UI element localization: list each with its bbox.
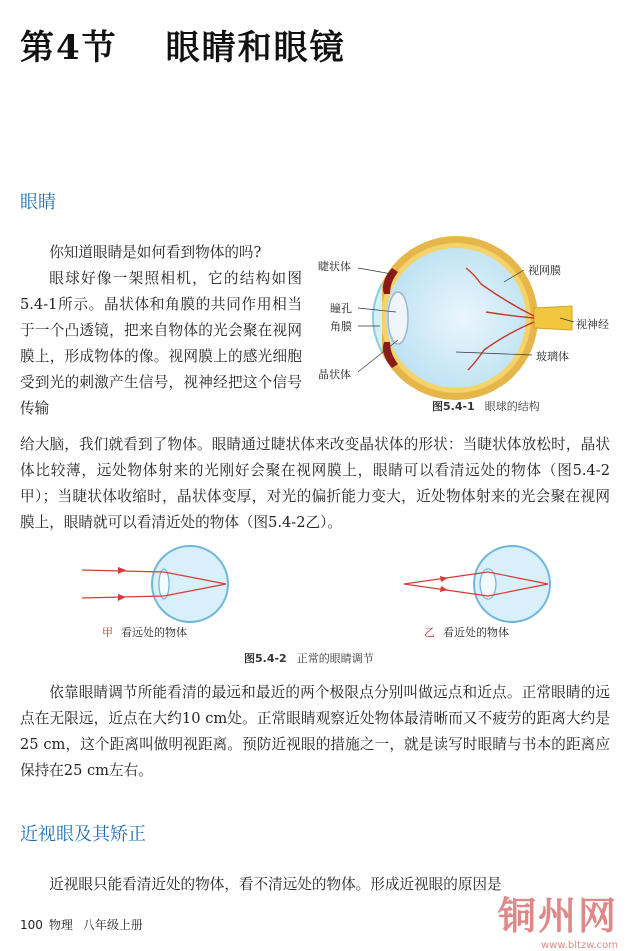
subfigure-a-mark: 甲 [102,626,113,639]
subfigure-b-mark: 乙 [424,626,435,639]
cornea-shape [373,284,382,352]
book-subject: 物理 [48,918,73,932]
section-title: 眼睛和眼镜 [165,28,346,68]
subfigure-a-label [102,624,187,640]
intro-paragraphs [20,240,302,422]
eye-a-lens [159,569,169,599]
subfigure-a-text: 看远处的物体 [121,626,187,639]
accommodation-diagram [0,540,630,630]
chapter-title [20,20,346,69]
arrow-a-2 [118,594,126,601]
label-ciliary: 睫状体 [318,260,351,273]
figure2-caption-text: 正常的眼睛调节 [296,652,374,665]
figure1-number: 图5.4-1 [432,400,475,413]
book-grade: 八年级上册 [82,918,143,932]
section-heading-eye: 眼睛 [20,192,56,213]
leader-ciliary [358,268,392,274]
watermark-url: www.bltzw.com [541,940,618,951]
subfigure-b-label [424,624,509,640]
paragraph-accommodation: 给大脑，我们就看到了物体。眼睛通过睫状体来改变晶状体的形状：当睫状体放松时，晶状体比较薄，远处物体射来的光刚好会聚在视网膜上，眼睛可以看清远处的物体（图5.4-2甲）；当睫状体收缩时，晶状体变厚，对光的偏折能力变大，近处物体射来的光会聚在视网膜上，眼睛就可以看清近处的物体（图5.4-2乙）。 [20,436,610,531]
label-cornea: 角膜 [330,320,352,333]
page-number: 100 [20,918,43,932]
watermark-text: 铜州网 [497,894,618,938]
subfigure-b-text: 看近处的物体 [443,626,509,639]
figure-eye-structure [306,222,628,422]
figure1-caption [432,398,540,414]
page-footer [20,916,143,933]
label-pupil: 瞳孔 [330,302,352,315]
paragraph-myopia: 近视眼只能看清近处的物体，看不清远处的物体。形成近视眼的原因是 [49,876,502,893]
optic-nerve-shape [534,306,572,330]
arrow-b-2 [440,586,448,592]
site-watermark [498,885,618,951]
figure2-caption [244,650,374,666]
label-vitreous: 玻璃体 [536,350,569,363]
arrow-b-1 [440,576,448,582]
paragraph-question: 你知道眼睛是如何看到物体的吗? [49,244,262,261]
label-optic-nerve: 视神经 [576,318,609,331]
section-heading-myopia: 近视眼及其矫正 [20,824,146,845]
paragraph-near-far-point: 依靠眼睛调节所能看清的最远和最近的两个极限点分别叫做远点和近点。正常眼睛的远点在无限远，近点在大约10 cm处。正常眼睛观察近处物体最清晰而又不疲劳的距离大约是25 cm，这个距离叫做明视距离。预防近视眼的措施之一，就是读写时眼睛与书本的距离应保持在25 cm左右。 [20,684,610,779]
nearpoint-paragraph [20,680,610,784]
accommodation-paragraph [20,432,610,536]
paragraph-structure: 眼球好像一架照相机，它的结构如图5.4-1所示。晶状体和角膜的共同作用相当于一个凸透镜，把来自物体的光会聚在视网膜上，形成物体的像。视网膜上的感光细胞受到光的刺激产生信号，视神经把这个信号传输 [20,270,302,417]
lens-shape [388,292,408,344]
arrow-a-1 [118,567,126,574]
label-lens: 晶状体 [318,368,351,381]
label-retina: 视网膜 [528,264,561,277]
section-number: 第4节 [20,28,118,68]
figure-accommodation [0,540,630,670]
figure1-caption-text: 眼球的结构 [484,400,540,413]
figure2-number: 图5.4-2 [244,652,287,665]
